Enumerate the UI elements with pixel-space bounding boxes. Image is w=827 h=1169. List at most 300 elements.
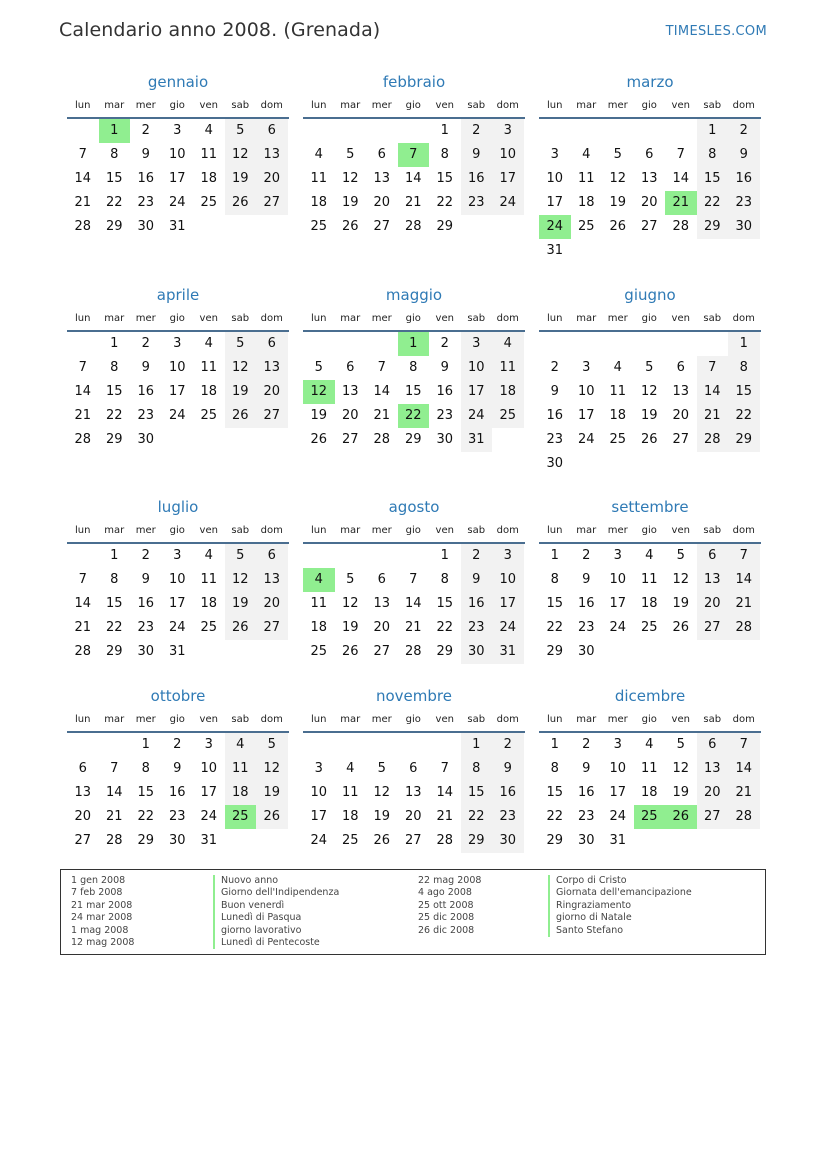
day-cell[interactable]: 26 — [609, 219, 627, 234]
day-cell[interactable]: 23 — [137, 620, 155, 635]
day-cell[interactable]: 29 — [728, 428, 760, 452]
day-cell[interactable]: 13 — [697, 568, 729, 592]
day-cell[interactable]: 31 — [461, 428, 493, 452]
day-cell[interactable]: 19 — [609, 195, 627, 210]
day-cell[interactable]: 15 — [728, 380, 760, 404]
day-cell[interactable]: 26 — [225, 191, 257, 215]
day-cell[interactable]: 20 — [341, 408, 359, 423]
day-cell[interactable]: 23 — [461, 616, 493, 640]
day-cell[interactable]: 4 — [613, 360, 622, 375]
day-cell[interactable]: 3 — [204, 737, 213, 752]
day-cell[interactable]: 29 — [546, 644, 564, 659]
day-cell[interactable]: 27 — [256, 616, 288, 640]
day-cell[interactable]: 23 — [577, 809, 595, 824]
day-cell[interactable]: 7 — [78, 360, 87, 375]
day-cell[interactable]: 27 — [672, 432, 690, 447]
day-cell[interactable]: 24 — [609, 620, 627, 635]
day-cell[interactable]: 20 — [256, 592, 288, 616]
day-cell[interactable]: 23 — [461, 191, 493, 215]
day-cell[interactable]: 17 — [200, 785, 218, 800]
day-cell[interactable]: 27 — [697, 616, 729, 640]
day-cell[interactable]: 29 — [697, 215, 729, 239]
day-cell[interactable]: 26 — [225, 404, 257, 428]
day-cell[interactable]: 22 — [105, 408, 123, 423]
day-cell[interactable]: 16 — [577, 596, 595, 611]
day-cell[interactable]: 14 — [404, 596, 422, 611]
day-cell[interactable]: 11 — [640, 761, 658, 776]
day-cell[interactable]: 12 — [672, 761, 690, 776]
day-cell[interactable]: 17 — [168, 596, 186, 611]
day-cell[interactable]: 12 — [341, 596, 359, 611]
day-cell[interactable]: 25 — [310, 219, 328, 234]
day-cell[interactable]: 21 — [697, 404, 729, 428]
day-cell[interactable]: 30 — [137, 432, 155, 447]
day-cell[interactable]: 24 — [492, 616, 524, 640]
day-cell[interactable]: 1 — [550, 548, 559, 563]
day-cell[interactable]: 6 — [697, 733, 729, 757]
day-cell[interactable]: 4 — [346, 761, 355, 776]
day-cell[interactable]: 16 — [728, 167, 760, 191]
day-cell[interactable]: 3 — [492, 119, 524, 143]
day-cell[interactable]: 28 — [404, 644, 422, 659]
day-cell[interactable]: 14 — [105, 785, 123, 800]
day-cell[interactable]: 24 — [168, 195, 186, 210]
day-cell[interactable]: 12 — [225, 356, 257, 380]
day-cell[interactable]: 28 — [74, 219, 92, 234]
day-cell[interactable]: 30 — [728, 215, 760, 239]
holiday-day-cell[interactable]: 21 — [665, 191, 697, 215]
day-cell[interactable]: 26 — [310, 432, 328, 447]
day-cell[interactable]: 28 — [728, 616, 760, 640]
day-cell[interactable]: 2 — [141, 123, 150, 138]
day-cell[interactable]: 28 — [697, 428, 729, 452]
day-cell[interactable]: 19 — [672, 596, 690, 611]
day-cell[interactable]: 29 — [105, 219, 123, 234]
day-cell[interactable]: 17 — [492, 167, 524, 191]
day-cell[interactable]: 3 — [582, 360, 591, 375]
day-cell[interactable]: 2 — [440, 336, 449, 351]
day-cell[interactable]: 21 — [728, 592, 760, 616]
day-cell[interactable]: 30 — [546, 456, 564, 471]
holiday-day-cell[interactable]: 7 — [398, 143, 430, 167]
day-cell[interactable]: 13 — [341, 384, 359, 399]
day-cell[interactable]: 24 — [168, 408, 186, 423]
day-cell[interactable]: 21 — [373, 408, 391, 423]
day-cell[interactable]: 28 — [74, 644, 92, 659]
day-cell[interactable]: 8 — [440, 572, 449, 587]
day-cell[interactable]: 21 — [404, 195, 422, 210]
day-cell[interactable]: 29 — [105, 432, 123, 447]
holiday-day-cell[interactable]: 1 — [398, 332, 430, 356]
day-cell[interactable]: 4 — [204, 548, 213, 563]
day-cell[interactable]: 10 — [168, 360, 186, 375]
day-cell[interactable]: 4 — [492, 332, 524, 356]
day-cell[interactable]: 22 — [546, 620, 564, 635]
day-cell[interactable]: 20 — [256, 167, 288, 191]
day-cell[interactable]: 6 — [346, 360, 355, 375]
day-cell[interactable]: 24 — [200, 809, 218, 824]
day-cell[interactable]: 22 — [436, 620, 454, 635]
day-cell[interactable]: 19 — [225, 592, 257, 616]
day-cell[interactable]: 9 — [141, 360, 150, 375]
day-cell[interactable]: 14 — [74, 596, 92, 611]
day-cell[interactable]: 6 — [377, 147, 386, 162]
day-cell[interactable]: 3 — [492, 544, 524, 568]
brand-logo-text[interactable]: TIMESLES.COM — [665, 24, 767, 39]
day-cell[interactable]: 25 — [341, 833, 359, 848]
day-cell[interactable]: 30 — [577, 833, 595, 848]
day-cell[interactable]: 6 — [676, 360, 685, 375]
day-cell[interactable]: 12 — [640, 384, 658, 399]
day-cell[interactable]: 1 — [697, 119, 729, 143]
day-cell[interactable]: 8 — [697, 143, 729, 167]
day-cell[interactable]: 28 — [373, 432, 391, 447]
day-cell[interactable]: 18 — [609, 408, 627, 423]
day-cell[interactable]: 7 — [676, 147, 685, 162]
day-cell[interactable]: 23 — [728, 191, 760, 215]
day-cell[interactable]: 20 — [256, 380, 288, 404]
day-cell[interactable]: 13 — [256, 143, 288, 167]
day-cell[interactable]: 22 — [728, 404, 760, 428]
day-cell[interactable]: 28 — [404, 219, 422, 234]
day-cell[interactable]: 11 — [200, 572, 218, 587]
holiday-day-cell[interactable]: 25 — [634, 805, 666, 829]
holiday-day-cell[interactable]: 22 — [398, 404, 430, 428]
day-cell[interactable]: 2 — [550, 360, 559, 375]
day-cell[interactable]: 9 — [141, 147, 150, 162]
day-cell[interactable]: 2 — [141, 548, 150, 563]
day-cell[interactable]: 2 — [728, 119, 760, 143]
day-cell[interactable]: 8 — [141, 761, 150, 776]
day-cell[interactable]: 18 — [200, 171, 218, 186]
day-cell[interactable]: 25 — [577, 219, 595, 234]
day-cell[interactable]: 21 — [74, 195, 92, 210]
day-cell[interactable]: 2 — [582, 737, 591, 752]
day-cell[interactable]: 20 — [697, 592, 729, 616]
day-cell[interactable]: 23 — [168, 809, 186, 824]
day-cell[interactable]: 16 — [137, 384, 155, 399]
day-cell[interactable]: 4 — [645, 737, 654, 752]
day-cell[interactable]: 20 — [74, 809, 92, 824]
day-cell[interactable]: 28 — [74, 432, 92, 447]
day-cell[interactable]: 24 — [168, 620, 186, 635]
day-cell[interactable]: 6 — [645, 147, 654, 162]
day-cell[interactable]: 16 — [461, 592, 493, 616]
day-cell[interactable]: 1 — [440, 123, 449, 138]
day-cell[interactable]: 25 — [310, 644, 328, 659]
day-cell[interactable]: 4 — [225, 733, 257, 757]
day-cell[interactable]: 11 — [310, 596, 328, 611]
day-cell[interactable]: 19 — [672, 785, 690, 800]
day-cell[interactable]: 21 — [105, 809, 123, 824]
day-cell[interactable]: 18 — [577, 195, 595, 210]
day-cell[interactable]: 19 — [373, 809, 391, 824]
day-cell[interactable]: 17 — [609, 785, 627, 800]
day-cell[interactable]: 11 — [577, 171, 595, 186]
day-cell[interactable]: 2 — [173, 737, 182, 752]
day-cell[interactable]: 1 — [461, 733, 493, 757]
day-cell[interactable]: 5 — [346, 572, 355, 587]
day-cell[interactable]: 1 — [550, 737, 559, 752]
day-cell[interactable]: 23 — [492, 805, 524, 829]
day-cell[interactable]: 5 — [613, 147, 622, 162]
day-cell[interactable]: 7 — [728, 733, 760, 757]
day-cell[interactable]: 5 — [314, 360, 323, 375]
day-cell[interactable]: 5 — [676, 737, 685, 752]
day-cell[interactable]: 23 — [137, 195, 155, 210]
day-cell[interactable]: 12 — [225, 568, 257, 592]
day-cell[interactable]: 14 — [672, 171, 690, 186]
day-cell[interactable]: 30 — [137, 219, 155, 234]
day-cell[interactable]: 6 — [256, 119, 288, 143]
day-cell[interactable]: 26 — [341, 644, 359, 659]
day-cell[interactable]: 22 — [137, 809, 155, 824]
day-cell[interactable]: 17 — [609, 596, 627, 611]
day-cell[interactable]: 11 — [225, 757, 257, 781]
day-cell[interactable]: 7 — [377, 360, 386, 375]
day-cell[interactable]: 9 — [492, 757, 524, 781]
day-cell[interactable]: 29 — [436, 644, 454, 659]
day-cell[interactable]: 23 — [577, 620, 595, 635]
day-cell[interactable]: 27 — [373, 219, 391, 234]
day-cell[interactable]: 9 — [461, 568, 493, 592]
day-cell[interactable]: 28 — [728, 805, 760, 829]
day-cell[interactable]: 14 — [728, 568, 760, 592]
day-cell[interactable]: 1 — [728, 332, 760, 356]
day-cell[interactable]: 6 — [697, 544, 729, 568]
day-cell[interactable]: 23 — [436, 408, 454, 423]
day-cell[interactable]: 15 — [546, 596, 564, 611]
day-cell[interactable]: 17 — [310, 809, 328, 824]
day-cell[interactable]: 15 — [436, 596, 454, 611]
day-cell[interactable]: 5 — [256, 733, 288, 757]
day-cell[interactable]: 22 — [105, 195, 123, 210]
day-cell[interactable]: 24 — [492, 191, 524, 215]
day-cell[interactable]: 17 — [168, 384, 186, 399]
day-cell[interactable]: 30 — [436, 432, 454, 447]
day-cell[interactable]: 22 — [697, 191, 729, 215]
day-cell[interactable]: 10 — [168, 572, 186, 587]
day-cell[interactable]: 11 — [200, 147, 218, 162]
day-cell[interactable]: 20 — [672, 408, 690, 423]
day-cell[interactable]: 6 — [256, 544, 288, 568]
day-cell[interactable]: 9 — [582, 761, 591, 776]
day-cell[interactable]: 18 — [225, 781, 257, 805]
day-cell[interactable]: 27 — [697, 805, 729, 829]
day-cell[interactable]: 8 — [440, 147, 449, 162]
day-cell[interactable]: 5 — [676, 548, 685, 563]
day-cell[interactable]: 9 — [461, 143, 493, 167]
day-cell[interactable]: 12 — [609, 171, 627, 186]
day-cell[interactable]: 9 — [550, 384, 559, 399]
day-cell[interactable]: 18 — [310, 195, 328, 210]
day-cell[interactable]: 17 — [492, 592, 524, 616]
day-cell[interactable]: 25 — [609, 432, 627, 447]
day-cell[interactable]: 17 — [168, 171, 186, 186]
day-cell[interactable]: 8 — [550, 572, 559, 587]
day-cell[interactable]: 19 — [341, 620, 359, 635]
day-cell[interactable]: 21 — [728, 781, 760, 805]
day-cell[interactable]: 7 — [697, 356, 729, 380]
day-cell[interactable]: 8 — [728, 356, 760, 380]
day-cell[interactable]: 31 — [546, 243, 564, 258]
day-cell[interactable]: 31 — [609, 833, 627, 848]
day-cell[interactable]: 3 — [613, 737, 622, 752]
day-cell[interactable]: 19 — [225, 167, 257, 191]
day-cell[interactable]: 26 — [672, 620, 690, 635]
day-cell[interactable]: 14 — [74, 384, 92, 399]
day-cell[interactable]: 31 — [168, 644, 186, 659]
day-cell[interactable]: 14 — [373, 384, 391, 399]
day-cell[interactable]: 22 — [436, 195, 454, 210]
day-cell[interactable]: 8 — [409, 360, 418, 375]
day-cell[interactable]: 4 — [204, 123, 213, 138]
holiday-day-cell[interactable]: 4 — [303, 568, 335, 592]
day-cell[interactable]: 10 — [609, 572, 627, 587]
day-cell[interactable]: 30 — [168, 833, 186, 848]
holiday-day-cell[interactable]: 26 — [665, 805, 697, 829]
day-cell[interactable]: 16 — [137, 171, 155, 186]
day-cell[interactable]: 27 — [640, 219, 658, 234]
day-cell[interactable]: 15 — [105, 384, 123, 399]
day-cell[interactable]: 12 — [672, 572, 690, 587]
day-cell[interactable]: 10 — [200, 761, 218, 776]
day-cell[interactable]: 19 — [341, 195, 359, 210]
day-cell[interactable]: 4 — [314, 147, 323, 162]
day-cell[interactable]: 25 — [200, 620, 218, 635]
day-cell[interactable]: 14 — [436, 785, 454, 800]
day-cell[interactable]: 7 — [440, 761, 449, 776]
day-cell[interactable]: 13 — [74, 785, 92, 800]
day-cell[interactable]: 16 — [137, 596, 155, 611]
day-cell[interactable]: 27 — [74, 833, 92, 848]
day-cell[interactable]: 28 — [672, 219, 690, 234]
day-cell[interactable]: 30 — [492, 829, 524, 853]
day-cell[interactable]: 12 — [341, 171, 359, 186]
day-cell[interactable]: 12 — [256, 757, 288, 781]
day-cell[interactable]: 23 — [137, 408, 155, 423]
day-cell[interactable]: 26 — [341, 219, 359, 234]
day-cell[interactable]: 26 — [373, 833, 391, 848]
day-cell[interactable]: 14 — [74, 171, 92, 186]
day-cell[interactable]: 16 — [168, 785, 186, 800]
day-cell[interactable]: 6 — [377, 572, 386, 587]
day-cell[interactable]: 18 — [341, 809, 359, 824]
day-cell[interactable]: 9 — [141, 572, 150, 587]
day-cell[interactable]: 5 — [346, 147, 355, 162]
day-cell[interactable]: 29 — [404, 432, 422, 447]
day-cell[interactable]: 12 — [225, 143, 257, 167]
day-cell[interactable]: 21 — [436, 809, 454, 824]
day-cell[interactable]: 5 — [377, 761, 386, 776]
day-cell[interactable]: 31 — [200, 833, 218, 848]
day-cell[interactable]: 26 — [256, 805, 288, 829]
day-cell[interactable]: 29 — [546, 833, 564, 848]
day-cell[interactable]: 10 — [310, 785, 328, 800]
day-cell[interactable]: 15 — [404, 384, 422, 399]
day-cell[interactable]: 13 — [672, 384, 690, 399]
day-cell[interactable]: 13 — [256, 568, 288, 592]
day-cell[interactable]: 23 — [546, 432, 564, 447]
day-cell[interactable]: 2 — [582, 548, 591, 563]
day-cell[interactable]: 21 — [74, 408, 92, 423]
day-cell[interactable]: 1 — [110, 548, 119, 563]
day-cell[interactable]: 7 — [409, 572, 418, 587]
day-cell[interactable]: 14 — [404, 171, 422, 186]
day-cell[interactable]: 15 — [436, 171, 454, 186]
day-cell[interactable]: 18 — [310, 620, 328, 635]
day-cell[interactable]: 27 — [256, 404, 288, 428]
day-cell[interactable]: 12 — [373, 785, 391, 800]
day-cell[interactable]: 14 — [728, 757, 760, 781]
day-cell[interactable]: 7 — [728, 544, 760, 568]
day-cell[interactable]: 22 — [105, 620, 123, 635]
day-cell[interactable]: 1 — [440, 548, 449, 563]
day-cell[interactable]: 15 — [105, 596, 123, 611]
day-cell[interactable]: 8 — [110, 360, 119, 375]
day-cell[interactable]: 27 — [404, 833, 422, 848]
day-cell[interactable]: 18 — [200, 384, 218, 399]
day-cell[interactable]: 5 — [645, 360, 654, 375]
day-cell[interactable]: 26 — [640, 432, 658, 447]
day-cell[interactable]: 13 — [640, 171, 658, 186]
day-cell[interactable]: 11 — [640, 572, 658, 587]
day-cell[interactable]: 21 — [404, 620, 422, 635]
day-cell[interactable]: 13 — [373, 171, 391, 186]
day-cell[interactable]: 11 — [341, 785, 359, 800]
day-cell[interactable]: 5 — [225, 332, 257, 356]
day-cell[interactable]: 19 — [640, 408, 658, 423]
holiday-day-cell[interactable]: 24 — [539, 215, 571, 239]
day-cell[interactable]: 30 — [461, 640, 493, 664]
day-cell[interactable]: 27 — [373, 644, 391, 659]
day-cell[interactable]: 10 — [492, 568, 524, 592]
day-cell[interactable]: 27 — [341, 432, 359, 447]
day-cell[interactable]: 7 — [78, 147, 87, 162]
day-cell[interactable]: 18 — [640, 596, 658, 611]
day-cell[interactable]: 8 — [110, 572, 119, 587]
day-cell[interactable]: 17 — [577, 408, 595, 423]
day-cell[interactable]: 4 — [204, 336, 213, 351]
day-cell[interactable]: 22 — [546, 809, 564, 824]
day-cell[interactable]: 15 — [105, 171, 123, 186]
day-cell[interactable]: 1 — [110, 336, 119, 351]
day-cell[interactable]: 30 — [137, 644, 155, 659]
day-cell[interactable]: 27 — [256, 191, 288, 215]
day-cell[interactable]: 29 — [137, 833, 155, 848]
day-cell[interactable]: 13 — [404, 785, 422, 800]
day-cell[interactable]: 16 — [492, 781, 524, 805]
day-cell[interactable]: 28 — [105, 833, 123, 848]
day-cell[interactable]: 3 — [613, 548, 622, 563]
day-cell[interactable]: 16 — [546, 408, 564, 423]
day-cell[interactable]: 1 — [141, 737, 150, 752]
day-cell[interactable]: 25 — [640, 620, 658, 635]
day-cell[interactable]: 11 — [310, 171, 328, 186]
day-cell[interactable]: 21 — [74, 620, 92, 635]
day-cell[interactable]: 10 — [461, 356, 493, 380]
day-cell[interactable]: 9 — [582, 572, 591, 587]
day-cell[interactable]: 29 — [436, 219, 454, 234]
day-cell[interactable]: 20 — [404, 809, 422, 824]
day-cell[interactable]: 19 — [225, 380, 257, 404]
day-cell[interactable]: 16 — [436, 384, 454, 399]
day-cell[interactable]: 20 — [697, 781, 729, 805]
day-cell[interactable]: 15 — [546, 785, 564, 800]
day-cell[interactable]: 2 — [141, 336, 150, 351]
day-cell[interactable]: 2 — [461, 119, 493, 143]
day-cell[interactable]: 6 — [409, 761, 418, 776]
